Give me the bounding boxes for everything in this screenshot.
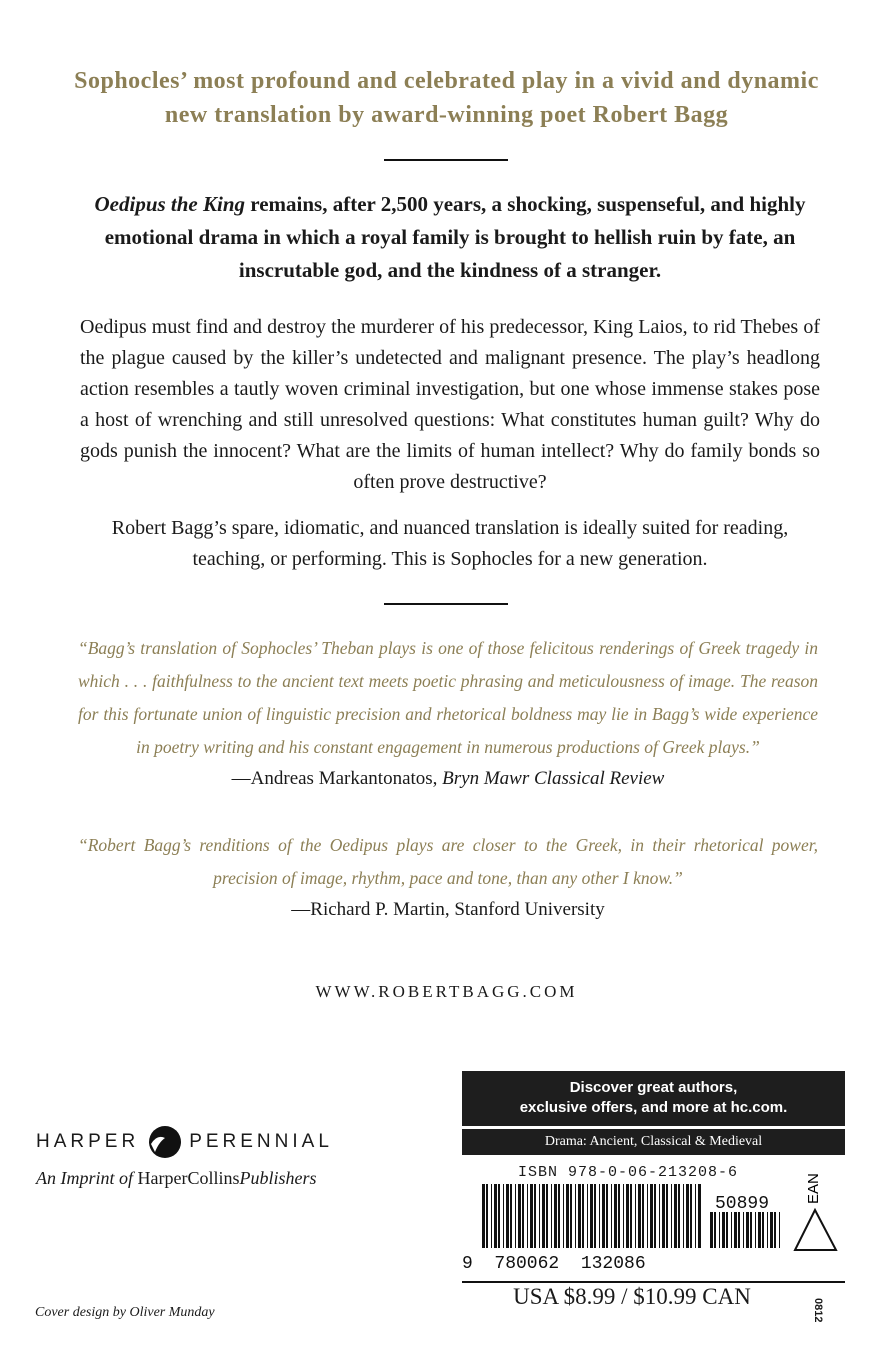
lead-paragraph	[70, 188, 830, 287]
synopsis-paragraph: Oedipus must find and destroy the murderer of his predecessor, King Laios, to rid Thebes of the plague caused by the killer’s undetected and malignant presence. The play’s headlong action resembles a tautly woven criminal investigation, but one whose immense stakes pose a host of wrenching and still unresolved questions: What constitutes human guilt? Why do gods punish the innocent? What are the limits of human intellect? Why do family bonds so often prove destructive?	[80, 316, 820, 493]
author-website: WWW.ROBERTBAGG.COM	[315, 982, 578, 1001]
barcode-bar	[779, 1212, 780, 1248]
barcode-bar	[738, 1212, 740, 1248]
barcode-bar	[618, 1184, 620, 1248]
barcode-bar	[498, 1184, 500, 1248]
barcode-bar	[722, 1212, 725, 1248]
barcode-bar	[666, 1184, 668, 1248]
barcode-svg	[462, 1164, 847, 1284]
review-attribution-1	[78, 768, 818, 790]
barcode-bar	[671, 1184, 672, 1248]
barcode-bar	[678, 1184, 680, 1248]
review-attribution-2: —Richard P. Martin, Stanford University	[291, 899, 605, 920]
barcode-bar	[486, 1184, 488, 1248]
barcode-bar	[650, 1184, 653, 1248]
imprint-line	[36, 1168, 333, 1189]
barcode-bar	[654, 1184, 656, 1248]
publisher-wordmark	[36, 1124, 333, 1160]
barcode-bar	[599, 1184, 600, 1248]
barcode-bar	[710, 1212, 713, 1248]
barcode-bar	[770, 1212, 773, 1248]
barcode-bar	[662, 1184, 665, 1248]
barcode-bar	[575, 1184, 576, 1248]
barcode-bar	[690, 1184, 692, 1248]
barcode-bar	[614, 1184, 617, 1248]
barcode-bar	[623, 1184, 624, 1248]
barcode-block	[462, 1164, 847, 1284]
barcode-bar	[606, 1184, 608, 1248]
barcode-bar	[626, 1184, 629, 1248]
barcode-bar	[602, 1184, 605, 1248]
review-quote-1: “Bagg’s translation of Sophocles’ Theban plays is one of those felicitous renderings of Greek tragedy in which . . . faithfulness to the ancient text meets poetic phrasing and meticulousness of image. The reason for this fortunate union of linguistic precision and rhetorical boldness may lie in Bagg’s wide experience in poetry writing and his constant engagement in numerous productions of Greek plays.”	[78, 638, 818, 757]
barcode-bar	[566, 1184, 569, 1248]
barcode-bar	[510, 1184, 512, 1248]
cover-design-credit: Cover design by Oliver Munday	[35, 1305, 215, 1320]
barcode-bar	[506, 1184, 509, 1248]
barcode-addon-bars	[710, 1212, 780, 1248]
isbn-number: ISBN 978-0-06-213208-6	[518, 1164, 739, 1181]
barcode-bar	[635, 1184, 636, 1248]
barcode-bar	[570, 1184, 572, 1248]
barcode-bar	[674, 1184, 677, 1248]
barcode-bar	[686, 1184, 689, 1248]
promo-line-1: Discover great authors,	[569, 1079, 738, 1096]
barcode-bar	[714, 1212, 716, 1248]
barcode-bar	[630, 1184, 632, 1248]
barcode-bar	[494, 1184, 497, 1248]
barcode-bar	[546, 1184, 548, 1248]
barcode-bar	[518, 1184, 521, 1248]
barcode-bar	[554, 1184, 557, 1248]
triangle-icon	[795, 1210, 836, 1250]
barcode-bar	[551, 1184, 552, 1248]
barcode-bar	[767, 1212, 768, 1248]
barcode-bar	[750, 1212, 752, 1248]
barcode-bar	[482, 1184, 485, 1248]
barcode-bar	[558, 1184, 560, 1248]
genre-band: Drama: Ancient, Classical & Medieval	[462, 1129, 845, 1155]
barcode-bar	[515, 1184, 516, 1248]
review-quote-2: “Robert Bagg’s renditions of the Oedipus plays are closer to the Greek, in their rhetorical power, precision of image, rhythm, pace and tone, than any other I know.”	[78, 835, 818, 888]
price-rule	[462, 1281, 845, 1283]
attribution-name-1: —Andreas Markantonatos,	[231, 768, 443, 789]
barcode-bar	[726, 1212, 728, 1248]
barcode-bar	[743, 1212, 744, 1248]
lead-text: remains, after 2,500 years, a shocking, suspenseful, and highly emotional drama in which a royal family is brought to hellish ruin by fate, an inscrutable god, and the kindness of a stranger.	[104, 192, 806, 282]
barcode-bar	[587, 1184, 588, 1248]
barcode-bar	[719, 1212, 720, 1248]
price: USA $8.99 / $10.99 CAN	[513, 1284, 751, 1309]
divider-top	[384, 159, 508, 161]
barcode-bar	[638, 1184, 641, 1248]
barcode-bar	[539, 1184, 540, 1248]
barcode-bar	[542, 1184, 545, 1248]
barcode-bar	[582, 1184, 584, 1248]
divider-middle	[384, 603, 508, 605]
barcode-bar	[774, 1212, 776, 1248]
barcode-bar	[578, 1184, 581, 1248]
imprint-suffix: Publishers	[239, 1168, 317, 1188]
barcode-main-digits: 9 780062 132086	[462, 1254, 646, 1274]
promo-banner	[462, 1071, 845, 1126]
publisher-name-right: PERENNIAL	[189, 1131, 333, 1152]
barcode-bar	[530, 1184, 533, 1248]
flame-water-icon	[147, 1124, 183, 1160]
barcode-bar	[647, 1184, 648, 1248]
imprint-company: HarperCollins	[137, 1168, 240, 1188]
publisher-name-left: HARPER	[36, 1131, 140, 1152]
barcode-bar	[746, 1212, 749, 1248]
barcode-bar	[758, 1212, 761, 1248]
barcode-bar	[762, 1212, 764, 1248]
barcode-main-bars	[482, 1184, 701, 1248]
barcode-bar	[611, 1184, 612, 1248]
publisher-logo	[36, 1124, 333, 1189]
imprint-prefix: An Imprint of	[36, 1168, 138, 1188]
barcode-bar	[734, 1212, 737, 1248]
attribution-source-1: Bryn Mawr Classical Review	[442, 768, 665, 789]
barcode-bar	[731, 1212, 732, 1248]
barcode-bar	[522, 1184, 524, 1248]
translation-paragraph: Robert Bagg’s spare, idiomatic, and nuanced translation is ideally suited for reading, teaching, or performing. This is Sophocles for a new generation.	[111, 517, 789, 570]
ean-label: EAN	[805, 1173, 822, 1204]
barcode-bar	[683, 1184, 684, 1248]
barcode-bar	[590, 1184, 593, 1248]
barcode-bar	[695, 1184, 696, 1248]
barcode-bar	[594, 1184, 596, 1248]
barcode-bar	[491, 1184, 492, 1248]
barcode-bar	[563, 1184, 564, 1248]
barcode-bar	[503, 1184, 504, 1248]
barcode-bar	[659, 1184, 660, 1248]
promo-line-2: exclusive offers, and more at hc.com.	[519, 1099, 788, 1116]
print-code: 0812	[812, 1298, 824, 1323]
tagline: Sophocles’ most profound and celebrated play in a vivid and dynamic new translation by award-winning poet Robert Bagg	[74, 68, 819, 128]
barcode-bar	[642, 1184, 644, 1248]
barcode-bar	[698, 1184, 701, 1248]
lead-title: Oedipus the King	[94, 192, 246, 216]
barcode-bar	[755, 1212, 756, 1248]
barcode-addon-digits: 50899	[715, 1194, 770, 1214]
barcode-bar	[534, 1184, 536, 1248]
barcode-bar	[527, 1184, 528, 1248]
